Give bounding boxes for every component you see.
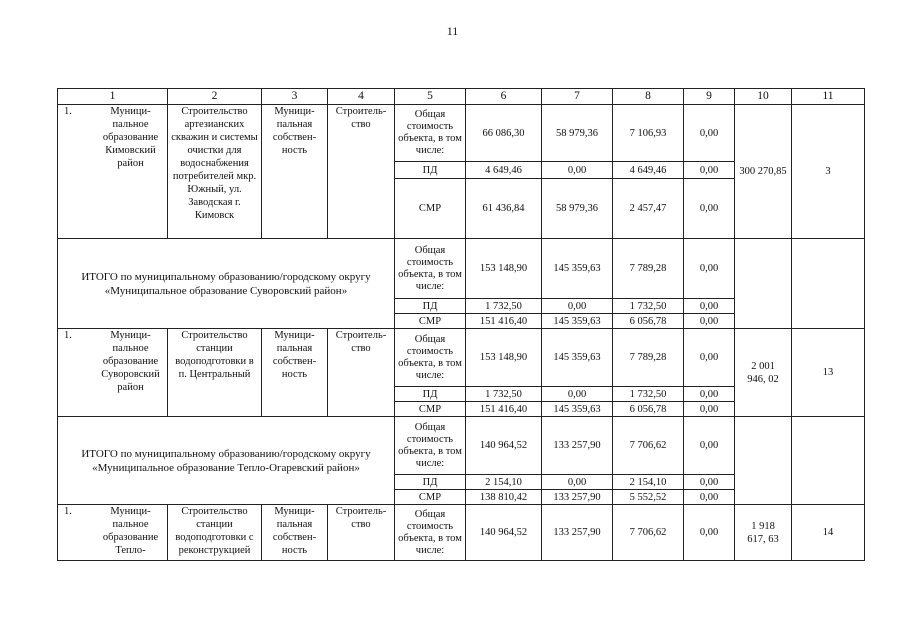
object-name: Строительство артезианских скважин и системы очистки для водоснабжения потребителей мкр. Южный, ул. Заводская г. Кимовск <box>168 105 262 239</box>
value-cell: 2 154,10 <box>466 475 542 490</box>
header-cell: 5 <box>395 89 466 105</box>
value-cell: 1 732,50 <box>466 387 542 402</box>
itogo-title: ИТОГО по муниципальному образованию/городскому округу «Муниципальное образование Тепло-Огаревский район» <box>58 417 395 505</box>
col11-value: 13 <box>792 329 865 417</box>
table-row <box>58 417 865 475</box>
value-cell: 140 964,52 <box>466 505 542 561</box>
value-cell: 153 148,90 <box>466 329 542 387</box>
value-cell: 0,00 <box>684 387 735 402</box>
header-cell: 8 <box>613 89 684 105</box>
header-row <box>58 89 865 105</box>
empty-cell <box>792 239 865 329</box>
value-cell: 145 359,63 <box>542 329 613 387</box>
table-row <box>58 239 865 299</box>
value-cell: 151 416,40 <box>466 402 542 417</box>
value-cell: 0,00 <box>684 417 735 475</box>
municipality-cell <box>58 105 168 239</box>
value-cell: 7 106,93 <box>613 105 684 162</box>
value-cell: 140 964,52 <box>466 417 542 475</box>
value-cell: 58 979,36 <box>542 179 613 239</box>
total-cost-label: Общая стоимость объекта, в том числе: <box>395 505 466 561</box>
value-cell: 0,00 <box>684 179 735 239</box>
value-cell: 4 649,46 <box>466 162 542 179</box>
value-cell: 7 706,62 <box>613 417 684 475</box>
value-cell: 133 257,90 <box>542 417 613 475</box>
header-cell: 3 <box>262 89 328 105</box>
value-cell: 133 257,90 <box>542 505 613 561</box>
value-cell: 4 649,46 <box>613 162 684 179</box>
object-name: Строительство станции водоподготовки с реконструкцией <box>168 505 262 561</box>
value-cell: 7 789,28 <box>613 239 684 299</box>
work-type-cell: Строитель-ство <box>328 105 395 239</box>
value-cell: 0,00 <box>684 505 735 561</box>
value-cell: 0,00 <box>684 314 735 329</box>
row-number: 1. <box>64 330 72 341</box>
pd-label: ПД <box>395 299 466 314</box>
total-cost-label: Общая стоимость объекта, в том числе: <box>395 105 466 162</box>
header-cell: 11 <box>792 89 865 105</box>
table-row <box>58 505 865 561</box>
empty-cell <box>735 239 792 329</box>
header-cell: 9 <box>684 89 735 105</box>
col10-value: 2 001 946, 02 <box>735 329 792 417</box>
row-number: 1. <box>64 506 72 517</box>
header-cell: 2 <box>168 89 262 105</box>
total-cost-label: Общая стоимость объекта, в том числе: <box>395 417 466 475</box>
municipality-cell <box>58 505 168 561</box>
page-number: 11 <box>446 24 459 38</box>
value-cell: 133 257,90 <box>542 490 613 505</box>
value-cell: 0,00 <box>684 329 735 387</box>
object-name: Строительство станции водоподготовки в п. Центральный <box>168 329 262 417</box>
table-row <box>58 329 865 387</box>
value-cell: 7 789,28 <box>613 329 684 387</box>
col10-value: 1 918 617, 63 <box>735 505 792 561</box>
total-cost-label: Общая стоимость объекта, в том числе: <box>395 329 466 387</box>
empty-cell <box>792 417 865 505</box>
value-cell: 1 732,50 <box>466 299 542 314</box>
data-table <box>57 88 865 561</box>
value-cell: 0,00 <box>542 162 613 179</box>
total-cost-label: Общая стоимость объекта, в том числе: <box>395 239 466 299</box>
value-cell: 0,00 <box>684 402 735 417</box>
itogo-title: ИТОГО по муниципальному образованию/городскому округу «Муниципальное образование Суворовский район» <box>58 239 395 329</box>
header-cell: 4 <box>328 89 395 105</box>
table-row <box>58 105 865 162</box>
value-cell: 145 359,63 <box>542 402 613 417</box>
value-cell: 6 056,78 <box>613 314 684 329</box>
municipality-name: Муници-пальное образование Кимовский район <box>102 106 159 169</box>
value-cell: 0,00 <box>684 105 735 162</box>
work-type-cell: Строитель-ство <box>328 329 395 417</box>
value-cell: 151 416,40 <box>466 314 542 329</box>
value-cell: 0,00 <box>684 475 735 490</box>
empty-cell <box>735 417 792 505</box>
value-cell: 145 359,63 <box>542 239 613 299</box>
pd-label: ПД <box>395 387 466 402</box>
value-cell: 0,00 <box>542 475 613 490</box>
smr-label: СМР <box>395 490 466 505</box>
value-cell: 1 732,50 <box>613 387 684 402</box>
value-cell: 153 148,90 <box>466 239 542 299</box>
municipality-cell <box>58 329 168 417</box>
value-cell: 0,00 <box>542 387 613 402</box>
smr-label: СМР <box>395 179 466 239</box>
header-cell: 10 <box>735 89 792 105</box>
col11-value: 3 <box>792 105 865 239</box>
ownership-cell: Муници-пальная собствен-ность <box>262 105 328 239</box>
value-cell: 6 056,78 <box>613 402 684 417</box>
value-cell: 145 359,63 <box>542 314 613 329</box>
col11-value: 14 <box>792 505 865 561</box>
value-cell: 2 154,10 <box>613 475 684 490</box>
value-cell: 5 552,52 <box>613 490 684 505</box>
municipality-name: Муници-пальное образование Суворовский район <box>101 330 160 393</box>
value-cell: 138 810,42 <box>466 490 542 505</box>
header-cell: 7 <box>542 89 613 105</box>
pd-label: ПД <box>395 475 466 490</box>
col10-value: 300 270,85 <box>735 105 792 239</box>
value-cell: 61 436,84 <box>466 179 542 239</box>
ownership-cell: Муници-пальная собствен-ность <box>262 329 328 417</box>
value-cell: 0,00 <box>684 490 735 505</box>
value-cell: 66 086,30 <box>466 105 542 162</box>
value-cell: 7 706,62 <box>613 505 684 561</box>
row-number: 1. <box>64 106 72 117</box>
value-cell: 0,00 <box>684 239 735 299</box>
value-cell: 2 457,47 <box>613 179 684 239</box>
value-cell: 0,00 <box>684 299 735 314</box>
value-cell: 0,00 <box>684 162 735 179</box>
header-cell: 6 <box>466 89 542 105</box>
municipality-name: Муници-пальное образование Тепло- <box>102 506 159 556</box>
smr-label: СМР <box>395 314 466 329</box>
value-cell: 58 979,36 <box>542 105 613 162</box>
value-cell: 0,00 <box>542 299 613 314</box>
value-cell: 1 732,50 <box>613 299 684 314</box>
work-type-cell: Строитель-ство <box>328 505 395 561</box>
smr-label: СМР <box>395 402 466 417</box>
ownership-cell: Муници-пальная собствен-ность <box>262 505 328 561</box>
header-cell: 1 <box>58 89 168 105</box>
pd-label: ПД <box>395 162 466 179</box>
